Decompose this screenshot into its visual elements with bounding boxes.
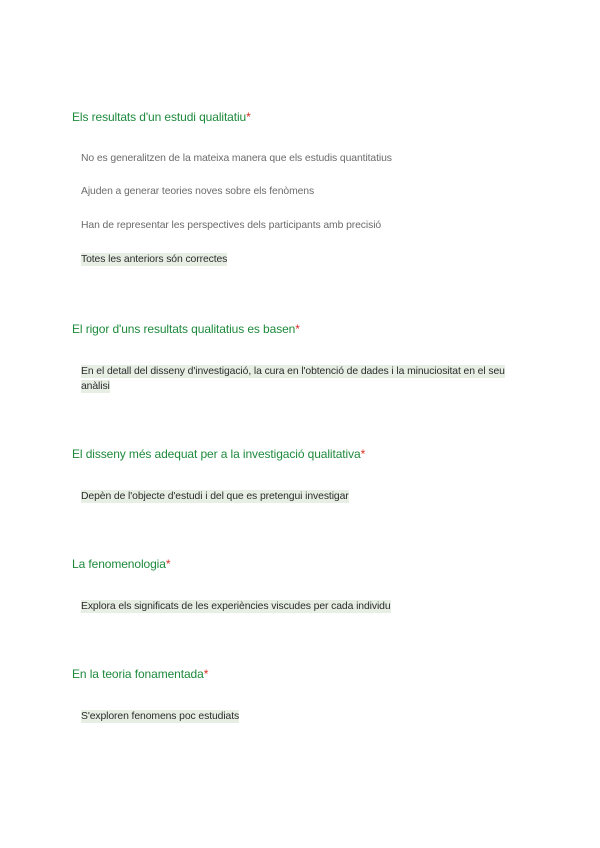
option-label: Ajuden a generar teories noves sobre els fenòmens	[81, 186, 315, 197]
selected-answer-label: En el detall del disseny d'investigació, la cura en l'obtenció de dades i la minuciositat en el seu anàlisi	[81, 366, 505, 392]
selected-answer-label: Totes les anteriors són correctes	[81, 254, 228, 265]
question-4-text: La fenomenologia	[72, 557, 166, 571]
question-2-option-1-selected[interactable]	[81, 364, 531, 394]
question-2-text: El rigor d'uns resultats qualitatius es basen	[72, 322, 296, 336]
question-3-option-1-selected[interactable]	[81, 489, 349, 504]
required-asterisk: *	[246, 110, 251, 124]
selected-answer-label: S'exploren fenomens poc estudiats	[81, 711, 240, 722]
required-asterisk: *	[360, 447, 366, 461]
question-1-title	[72, 110, 251, 124]
option-label: Han de representar les perspectives dels participants amb precisió	[81, 220, 382, 231]
option-label: No es generalitzen de la mateixa manera que els estudis quantitatius	[81, 153, 392, 164]
question-4-title	[72, 557, 170, 571]
question-3-title	[72, 447, 365, 461]
question-2-title	[72, 322, 300, 336]
question-3-text: El disseny més adequat per a la investigació qualitativa	[72, 447, 361, 461]
question-5-option-1-selected[interactable]	[81, 709, 239, 724]
selected-answer-label: Explora els significats de les experiències viscudes per cada individu	[81, 601, 391, 612]
question-1-option-3[interactable]	[81, 218, 381, 233]
question-1-text: Els resultats d'un estudi qualitatiu	[72, 110, 247, 124]
question-5-title	[72, 667, 208, 681]
required-asterisk: *	[165, 557, 171, 571]
selected-answer-label: Depèn de l'objecte d'estudi i del que es pretengui investigar	[81, 491, 349, 502]
required-asterisk: *	[203, 667, 209, 681]
question-4-option-1-selected[interactable]	[81, 599, 391, 614]
required-asterisk: *	[295, 322, 300, 336]
question-1-option-1[interactable]	[81, 151, 392, 166]
question-1-option-4-selected[interactable]	[81, 252, 227, 267]
question-1-option-2[interactable]	[81, 184, 314, 199]
question-5-text: En la teoria fonamentada	[72, 667, 204, 681]
